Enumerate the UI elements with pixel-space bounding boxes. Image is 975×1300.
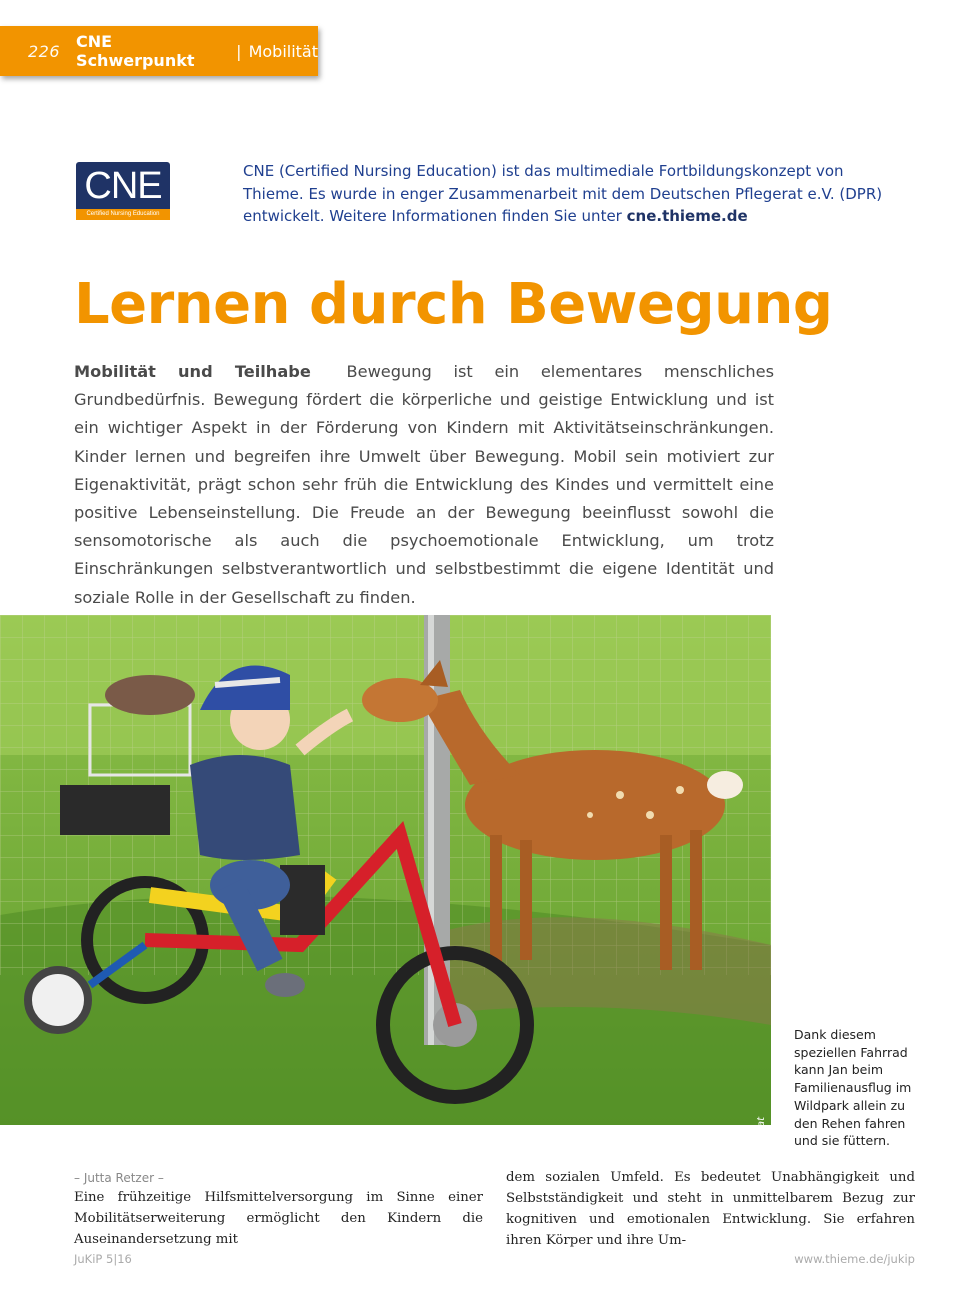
- photo-credit: privat: [756, 1117, 767, 1147]
- cne-logo-word: CNE: [84, 165, 162, 207]
- intro-text: Bewegung ist ein elementares menschliches Grundbedürfnis. Bewegung fördert die körperliche und geistige Entwicklung und ist ein wichtiger Aspekt in der Förderung von Kindern mit Aktivitätseinschränkungen. Kinder lernen und begreifen ihre Umwelt über Bewegung. Mobil sein motiviert zur Eigenaktivität, prägt schon sehr früh die Entwicklung des Kindes und vermittelt eine positive Lebenseinstellung. Die Freude an der Bewegung beeinflusst sowohl die sensomotorische als auch die psychoemotionale Entwicklung, um trotz Einschränkungen selbstverantwortlich und selbstbestimmt die eigene Identität und soziale Rolle in der Gesellschaft zu finden.: [74, 362, 775, 607]
- article-headline: Lernen durch Bewegung: [74, 272, 833, 337]
- body-column-right: dem sozialen Umfeld. Es bedeutet Unabhängigkeit und Selbstständigkeit und steht in unmittelbarem Bezug zur kognitiven und emotionalen Entwicklung. Sie erfahren ihren Körper und ihre Um-: [506, 1170, 915, 1248]
- footer-url[interactable]: www.thieme.de/jukip: [794, 1252, 915, 1266]
- article-photo: [0, 615, 771, 1147]
- body-column-left: Eine frühzeitige Hilfsmittelversorgung im Sinne einer Mobilitätserweiterung ermöglicht den Kindern die Auseinandersetzung mit: [74, 1190, 483, 1247]
- section-topic: Mobilität: [248, 41, 318, 61]
- page-number: 226: [28, 41, 61, 61]
- footer-issue: JuKiP 5|16: [74, 1252, 132, 1266]
- section-header-tab: [0, 26, 318, 76]
- photo-child-bike-deer: [0, 615, 771, 1125]
- article-author: – Jutta Retzer –: [74, 1171, 164, 1185]
- photo-caption: Dank diesem speziellen Fahrrad kann Jan beim Familienausflug im Wildpark allein zu den Rehen fahren und sie füttern.: [794, 1027, 912, 1149]
- cne-info-link[interactable]: cne.thieme.de: [626, 207, 748, 225]
- article-intro: [74, 358, 774, 612]
- header-separator: |: [236, 41, 242, 61]
- section-title: CNE Schwerpunkt: [76, 32, 195, 70]
- cne-info-text: [243, 160, 903, 228]
- cne-info-body: CNE (Certified Nursing Education) ist das multimediale Fortbildungskonzept von Thieme. Es wurde in enger Zusammenarbeit mit dem Deutschen Pflegerat e.V. (DPR) entwickelt. Weitere Informationen finden Sie unter: [243, 162, 883, 225]
- intro-lead: Mobilität und Teilhabe: [74, 362, 311, 381]
- cne-logo-subtitle: Certified Nursing Education: [76, 209, 170, 220]
- cne-logo: [76, 162, 170, 220]
